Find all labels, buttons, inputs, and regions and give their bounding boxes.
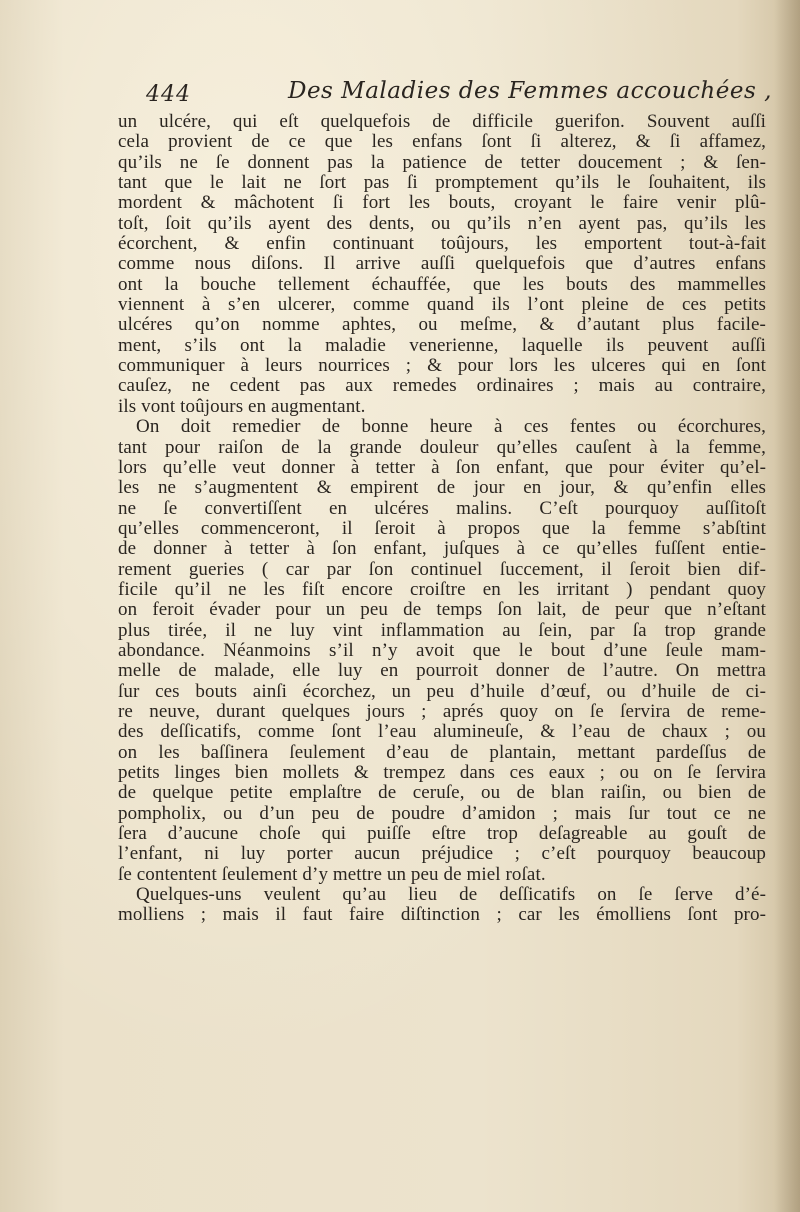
text-line: qu’ils ne ſe donnent pas la patience de tetter doucement ; & ſen-	[118, 151, 766, 173]
text-line: lors qu’elle veut donner à tetter à ſon enfant, que pour éviter qu’el-	[118, 456, 766, 478]
text-line: mordent & mâchotent ſi fort les bouts, croyant le faire venir plû-	[118, 192, 766, 214]
text-line: plus tirée, il ne luy vint inflammation au ſein, par ſa trop grande	[118, 619, 766, 641]
text-line: ne ſe convertiſſent en ulcéres malins. C’eſt pourquoy auſſitoſt	[118, 497, 766, 519]
text-line: les ne s’augmentent & empirent de jour en jour, & qu’enfin elles	[118, 477, 766, 499]
text-line: ficile qu’il ne les fiſt encore croiſtre en les irritant ) pendant quoy	[118, 578, 766, 600]
text-line: on les baſſinera ſeulement d’eau de plantain, mettant pardeſſus de	[118, 741, 766, 763]
text-line: cela provient de ce que les enfans ſont ſi alterez, & ſi affamez,	[118, 131, 766, 153]
text-line: toſt, ſoit qu’ils ayent des dents, ou qu’ils n’en ayent pas, qu’ils les	[118, 212, 766, 234]
text-line: de quelque petite emplaſtre de ceruſe, ou de blan raiſin, ou bien de	[118, 782, 766, 804]
text-line: qu’elles commenceront, il ſeroit à propos que la femme s’abſtint	[118, 517, 766, 539]
text-line: pompholix, ou d’un peu de poudre d’amidon ; mais ſur tout ce ne	[118, 802, 766, 824]
text-line: ſe contentent ſeulement d’y mettre un peu de miel roſat.	[118, 863, 546, 885]
text-line: tant que le lait ne ſort pas ſi promptement qu’ils le ſouhaitent, ils	[118, 172, 766, 194]
text-line: ulcéres qu’on nomme aphtes, ou meſme, & d’autant plus facile-	[118, 314, 766, 336]
text-line: molliens ; mais il faut faire diſtinction ; car les émolliens ſont pro-	[118, 904, 766, 926]
text-line: ſera d’aucune choſe qui puiſſe eſtre trop deſagreable au gouſt de	[118, 823, 766, 845]
text-line: écorchent, & enfin continuant toûjours, les emportent tout-à-fait	[118, 233, 766, 255]
text-line: cauſez, ne cedent pas aux remedes ordinaires ; mais au contraire,	[118, 375, 766, 397]
page-edge-shadow	[774, 0, 800, 1212]
text-line: rement gueries ( car par ſon continuel ſuccement, il ſeroit bien dif-	[118, 558, 766, 580]
text-line: communiquer à leurs nourrices ; & pour lors les ulceres qui en ſont	[118, 355, 766, 377]
page-number: 444	[146, 82, 191, 107]
text-line: de donner à tetter à ſon enfant, juſques à ce qu’elles fuſſent entie-	[118, 538, 766, 560]
text-line: On doit remedier de bonne heure à ces fentes ou écorchures,	[136, 416, 766, 438]
text-line: ont la bouche tellement échauffée, que les bouts des mammelles	[118, 273, 766, 295]
running-head	[0, 74, 800, 114]
body-text	[118, 112, 766, 926]
text-line: comme nous diſons. Il arrive auſſi quelquefois que d’autres enfans	[118, 253, 766, 275]
text-line: on feroit évader pour un peu de temps ſon lait, de peur que n’eſtant	[118, 599, 766, 621]
text-line: des deſſicatifs, comme ſont l’eau alumineuſe, & l’eau de chaux ; ou	[118, 721, 766, 743]
text-line: abondance. Néanmoins s’il n’y avoit que le bout d’une ſeule mam-	[118, 639, 766, 661]
text-line: ment, s’ils ont la maladie venerienne, laquelle ils peuvent auſſi	[118, 334, 766, 356]
text-line: petits linges bien mollets & trempez dans ces eaux ; ou on ſe ſervira	[118, 762, 766, 783]
text-line: tant pour raiſon de la grande douleur qu’elles cauſent à la femme,	[118, 436, 766, 458]
running-title: Des Maladies des Femmes accouchées ,	[288, 78, 772, 104]
text-line: l’enfant, ni luy porter aucun préjudice ; c’eſt pourquoy beaucoup	[118, 843, 766, 865]
text-line: ſur ces bouts ainſi écorchez, un peu d’huile d’œuf, ou d’huile de ci-	[118, 680, 766, 702]
text-line: un ulcére, qui eſt quelquefois de difficile guerifon. Souvent auſſi	[118, 111, 766, 132]
text-line: melle de malade, elle luy en pourroit donner de l’autre. On mettra	[118, 660, 766, 682]
text-line: ils vont toûjours en augmentant.	[118, 395, 366, 417]
text-line: re neuve, durant quelques jours ; aprés quoy on ſe ſervira de reme-	[118, 700, 766, 722]
text-line: Quelques-uns veulent qu’au lieu de deſſicatifs on ſe ſerve d’é-	[136, 884, 766, 906]
text-line: viennent à s’en ulcerer, comme quand ils l’ont pleine de ces petits	[118, 294, 766, 316]
